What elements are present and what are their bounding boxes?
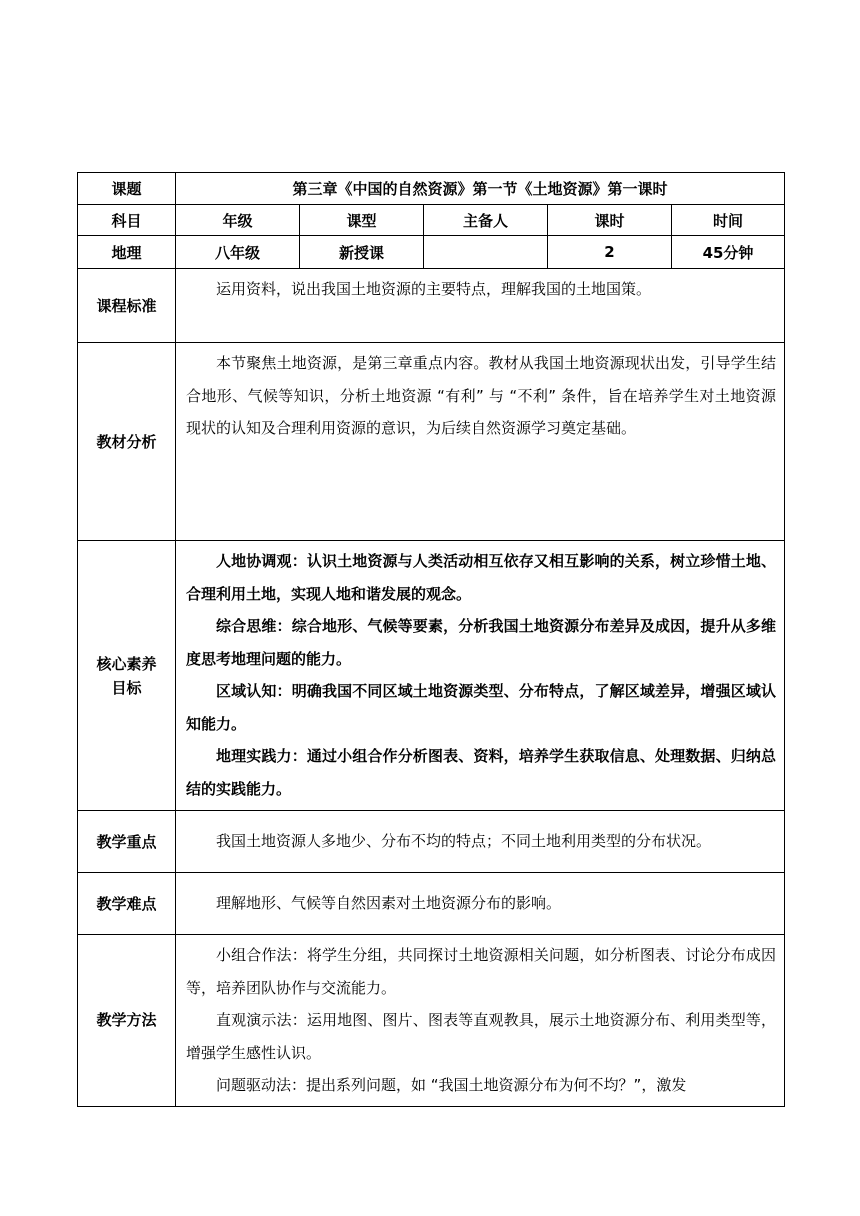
analysis-text: 本节聚焦土地资源，是第三章重点内容。教材从我国土地资源现状出发，引导学生结合地形、气候等知识，分析土地资源 “有利” 与 “不利” 条件，旨在培养学生对土地资源现状的认知及合理利用资源的意识，为后续自然资源学习奠定基础。: [186, 354, 776, 437]
methods-content: [176, 935, 785, 1107]
header-type: 课型: [300, 205, 424, 236]
literacy-goal-3: 区域认知：明确我国不同区域土地资源类型、分布特点，了解区域差异，增强区域认知能力。: [186, 682, 776, 733]
difficulties-row: [78, 873, 785, 935]
method-1: 小组合作法：将学生分组，共同探讨土地资源相关问题，如分析图表、讨论分布成因等，培养团队协作与交流能力。: [186, 946, 776, 997]
standard-text: 运用资料，说出我国土地资源的主要特点，理解我国的土地国策。: [216, 280, 652, 298]
difficulties-label: 教学难点: [78, 873, 176, 935]
key-points-content: [176, 811, 785, 873]
literacy-content: [176, 541, 785, 811]
method-3: 问题驱动法：提出系列问题，如 “我国土地资源分布为何不均？”，激发: [216, 1076, 687, 1094]
difficulties-content: [176, 873, 785, 935]
difficulties-text: 理解地形、气候等自然因素对土地资源分布的影响。: [216, 894, 562, 913]
lesson-plan-table: [77, 172, 785, 1107]
literacy-label-line1: 核心素养: [96, 654, 157, 673]
methods-label: 教学方法: [78, 935, 176, 1107]
header-subject: 科目: [78, 205, 176, 236]
literacy-goal-2: 综合思维：综合地形、气候等要素，分析我国土地资源分布差异及成因，提升从多维度思考地理问题的能力。: [186, 617, 776, 668]
analysis-label: 教材分析: [78, 343, 176, 541]
standard-content: [176, 269, 785, 343]
title-row: [78, 173, 785, 205]
literacy-label-line2: 目标: [111, 678, 142, 697]
info-grade: 八年级: [176, 236, 300, 269]
header-row: [78, 205, 785, 236]
literacy-label: [78, 541, 176, 811]
analysis-row: [78, 343, 785, 541]
methods-row: [78, 935, 785, 1107]
key-points-text: 我国土地资源人多地少、分布不均的特点；不同土地利用类型的分布状况。: [216, 832, 712, 851]
method-2: 直观演示法：运用地图、图片、图表等直观教具，展示土地资源分布、利用类型等，增强学生感性认识。: [186, 1011, 776, 1062]
standard-row: [78, 269, 785, 343]
key-points-label: 教学重点: [78, 811, 176, 873]
info-preparer: [424, 236, 548, 269]
title-label: 课题: [78, 173, 176, 205]
key-points-row: [78, 811, 785, 873]
header-duration: 时间: [672, 205, 785, 236]
literacy-goal-1: 人地协调观：认识土地资源与人类活动相互依存又相互影响的关系，树立珍惜土地、合理利用土地，实现人地和谐发展的观念。: [186, 552, 776, 603]
info-type: 新授课: [300, 236, 424, 269]
lesson-title: 第三章《中国的自然资源》第一节《土地资源》第一课时: [176, 173, 785, 205]
info-row: [78, 236, 785, 269]
header-preparer: 主备人: [424, 205, 548, 236]
analysis-content: [176, 343, 785, 541]
header-grade: 年级: [176, 205, 300, 236]
standard-label: 课程标准: [78, 269, 176, 343]
header-periods: 课时: [548, 205, 672, 236]
literacy-row: [78, 541, 785, 811]
info-subject: 地理: [78, 236, 176, 269]
info-duration: 45分钟: [672, 236, 785, 269]
literacy-goal-4: 地理实践力：通过小组合作分析图表、资料，培养学生获取信息、处理数据、归纳总结的实践能力。: [186, 747, 776, 798]
info-periods: 2: [548, 236, 672, 269]
